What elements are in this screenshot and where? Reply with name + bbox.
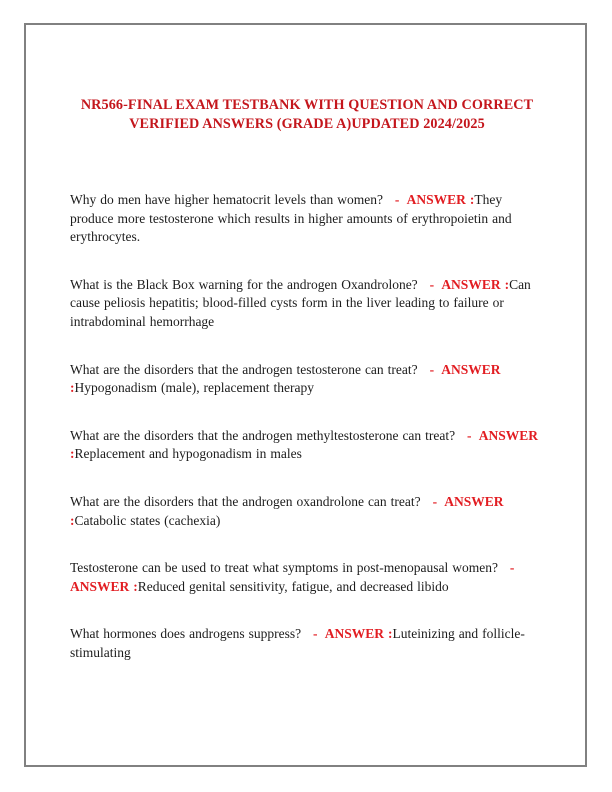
answer-text: They produce more testosterone which results in higher amounts of erythropoietin and erythrocytes. [70, 192, 512, 245]
answer-colon: : [387, 626, 393, 642]
question-text: What are the disorders that the androgen testosterone can treat? [70, 361, 418, 377]
document-content [70, 96, 544, 692]
question-text: What are the disorders that the androgen oxandrolone can treat? [70, 493, 421, 509]
answer-text: Reduced genital sensitivity, fatigue, and decreased libido [137, 578, 449, 594]
answer-text: Luteinizing and follicle-stimulating [70, 626, 525, 660]
qa-item-7 [70, 625, 544, 662]
document-title: NR566-FINAL EXAM TESTBANK WITH QUESTION AND CORRECT VERIFIED ANSWERS (GRADE A)UPDATED 2024/2025 [80, 97, 534, 132]
answer-colon: : [70, 446, 75, 462]
answer-marker: - ANSWER [417, 361, 505, 377]
question-text: What is the Black Box warning for the androgen Oxandrolone? [70, 276, 418, 292]
answer-text: Can cause peliosis hepatitis; blood-filled cysts form in the liver leading to failure or intrabdominal hemorrhage [70, 276, 531, 329]
answer-marker: - ANSWER [455, 427, 542, 443]
answer-colon: : [504, 276, 510, 292]
answer-colon: : [70, 380, 75, 396]
question-text: Why do men have higher hematocrit levels than women? [70, 192, 383, 207]
answer-marker: - ANSWER [70, 560, 522, 594]
qa-item-2 [70, 276, 544, 332]
answer-colon: : [133, 578, 138, 594]
answer-text: Catabolic states (cachexia) [74, 512, 221, 528]
answer-text: Hypogonadism (male), replacement therapy [74, 380, 314, 396]
answer-marker: - ANSWER [420, 493, 508, 509]
qa-item-4 [70, 427, 544, 464]
qa-item-1 [70, 191, 544, 247]
qa-item-5 [70, 493, 544, 530]
answer-marker: - ANSWER [382, 192, 470, 207]
qa-item-6 [70, 559, 544, 596]
answer-colon: : [70, 512, 75, 528]
question-text: Testosterone can be used to treat what symptoms in post-menopausal women? [70, 560, 498, 576]
answer-marker: - ANSWER [417, 276, 505, 292]
qa-item-3 [70, 361, 544, 398]
answer-colon: : [469, 192, 475, 207]
answer-marker: - ANSWER [301, 626, 388, 642]
question-text: What are the disorders that the androgen methyltestosterone can treat? [70, 427, 456, 443]
answer-text: Replacement and hypogonadism in males [74, 446, 302, 462]
question-text: What hormones does androgens suppress? [70, 626, 302, 642]
